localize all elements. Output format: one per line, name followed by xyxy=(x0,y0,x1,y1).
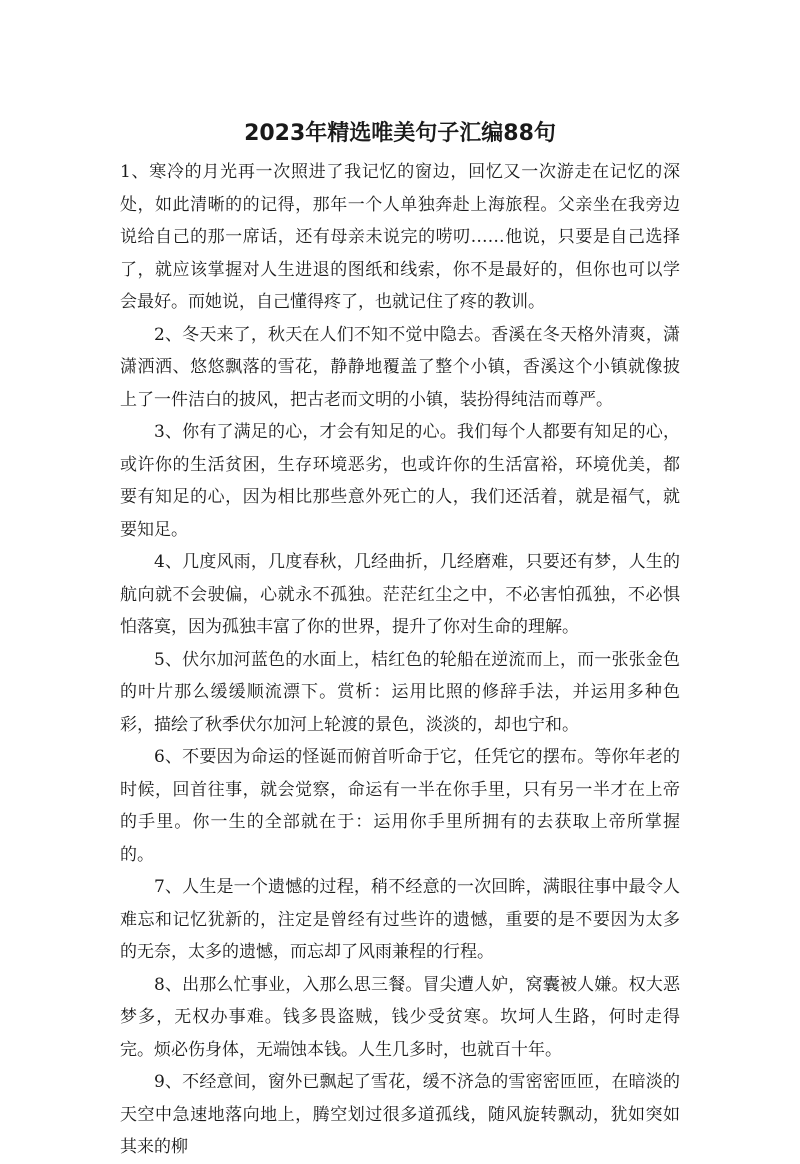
document-body xyxy=(120,156,680,1164)
paragraph-7: 7、人生是一个遗憾的过程，稍不经意的一次回眸，满眼往事中最令人难忘和记忆犹新的，注定是曾经有过些许的遗憾，重要的是不要因为太多的无奈，太多的遗憾，而忘却了风雨兼程的行程。 xyxy=(120,877,680,962)
paragraph-3: 3、你有了满足的心，才会有知足的心。我们每个人都要有知足的心，或许你的生活贫困，生存环境恶劣，也或许你的生活富裕，环境优美，都要有知足的心，因为相比那些意外死亡的人，我们还活着，就是福气，就要知足。 xyxy=(120,422,680,540)
paragraph-1: 1、寒冷的月光再一次照进了我记忆的窗边，回忆又一次游走在记忆的深处，如此清晰的的记得，那年一个人单独奔赴上海旅程。父亲坐在我旁边说给自己的那一席话，还有母亲未说完的唠叨……他说，只要是自己选择了，就应该掌握对人生进退的图纸和线索，你不是最好的，但你也可以学会最好。而她说，自己懂得疼了，也就记住了疼的教训。 xyxy=(120,162,680,312)
paragraph-2: 2、冬天来了，秋天在人们不知不觉中隐去。香溪在冬天格外清爽，潇潇洒洒、悠悠飘落的雪花，静静地覆盖了整个小镇，香溪这个小镇就像披上了一件洁白的披风，把古老而文明的小镇，装扮得纯洁而尊严。 xyxy=(120,324,680,410)
paragraph-6: 6、不要因为命运的怪诞而俯首听命于它，任凭它的摆布。等你年老的时候，回首往事，就会觉察，命运有一半在你手里，只有另一半才在上帝的手里。你一生的全部就在于：运用你手里所拥有的去获取上帝所掌握的。 xyxy=(120,747,680,865)
paragraph-9: 9、不经意间，窗外已飘起了雪花，缓不济急的雪密密匝匝，在暗淡的天空中急速地落向地上，腾空划过很多道孤线，随风旋转飘动，犹如突如其来的柳 xyxy=(120,1072,680,1157)
paragraph-8: 8、出那么忙事业，入那么思三餐。冒尖遭人妒，窝囊被人嫌。权大恶梦多，无权办事难。钱多畏盗贼，钱少受贫寒。坎坷人生路，何时走得完。烦必伤身体，无端蚀本钱。人生几多时，也就百十年。 xyxy=(120,974,680,1060)
document-title: 2023年精选唯美句子汇编88句 xyxy=(244,121,556,146)
paragraph-4: 4、几度风雨，几度春秋，几经曲折，几经磨难，只要还有梦，人生的航向就不会驶偏，心就永不孤独。茫茫红尘之中，不必害怕孤独，不必惧怕落寞，因为孤独丰富了你的世界，提升了你对生命的理解。 xyxy=(120,552,680,637)
paragraph-5: 5、伏尔加河蓝色的水面上，桔红色的轮船在逆流而上，而一张张金色的叶片那么缓缓顺流漂下。赏析：运用比照的修辞手法，并运用多种色彩，描绘了秋季伏尔加河上轮渡的景色，淡淡的，却也宁和。 xyxy=(120,649,680,735)
